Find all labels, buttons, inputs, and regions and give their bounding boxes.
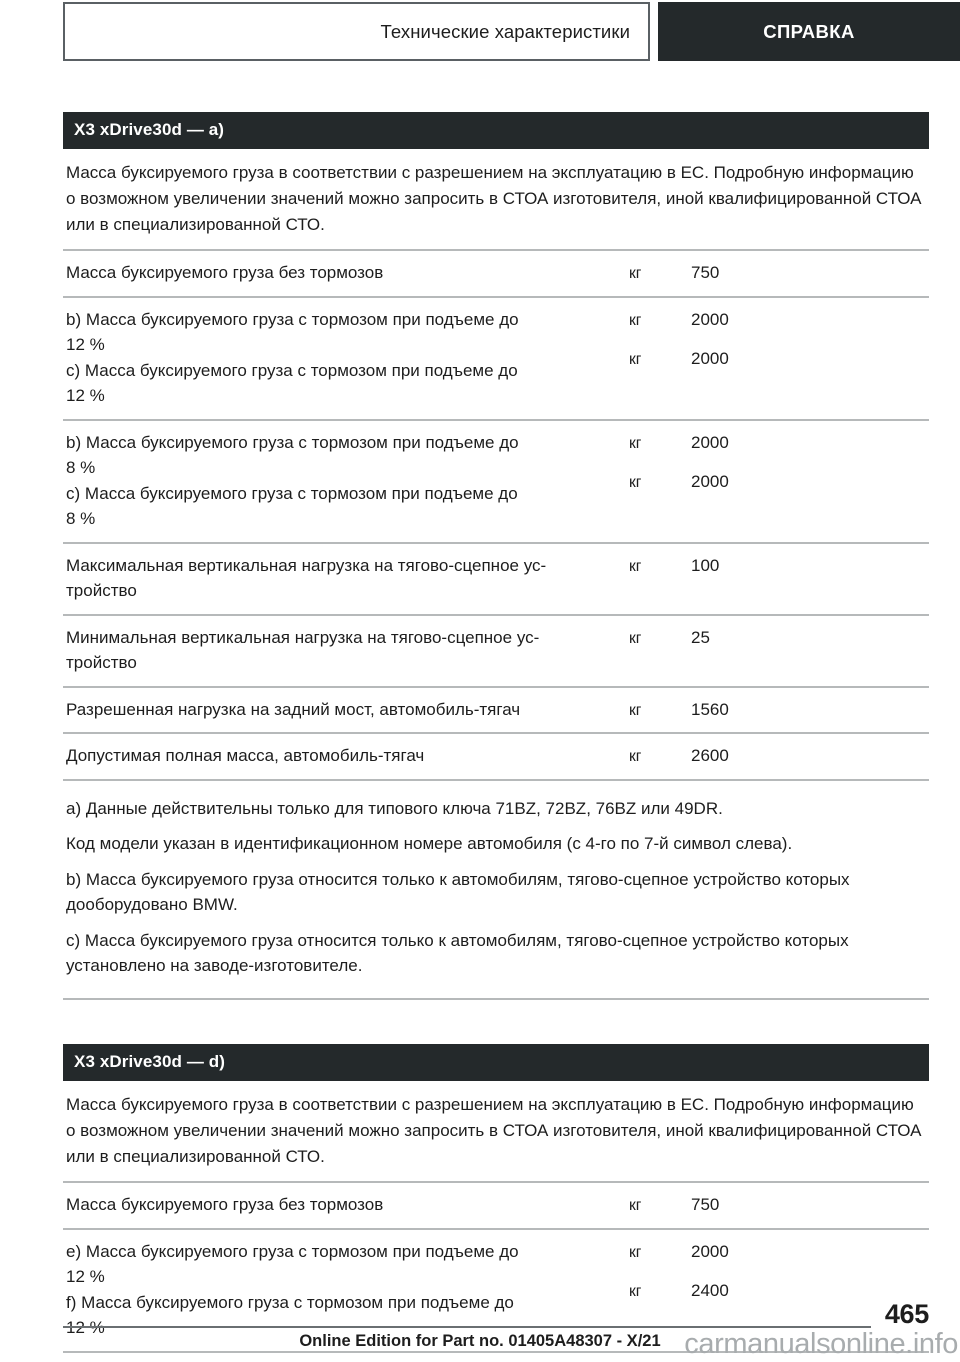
spec-values bbox=[629, 553, 929, 579]
spec-label-line: Минимальная вертикальная нагрузка на тягово-сцепное ус- bbox=[66, 627, 540, 647]
spec-label bbox=[63, 553, 629, 604]
spec-unit: кг bbox=[629, 1243, 642, 1261]
spec-values bbox=[629, 743, 929, 769]
spec-number: 2000 bbox=[691, 472, 729, 492]
spec-label-line: 8 % bbox=[66, 458, 96, 478]
footnote: a) Данные действительны только для типового ключа 71BZ, 72BZ, 76BZ или 49DR. bbox=[66, 798, 723, 818]
spec-label bbox=[63, 307, 629, 409]
spec-label-line: f) Масса буксируемого груза с тормозом при подъеме до bbox=[66, 1292, 514, 1312]
spec-number: 2600 bbox=[691, 746, 729, 766]
footnote-list bbox=[63, 779, 929, 1000]
spec-unit: кг bbox=[629, 1283, 642, 1301]
section-title: СПРАВКА bbox=[763, 20, 855, 42]
spec-row bbox=[63, 686, 929, 733]
spec-row bbox=[63, 296, 929, 419]
footnote: c) Масса буксируемого груза относится только к автомобилям, тягово-сцепное устройство которых установлено на заводе-изготовителе. bbox=[66, 930, 849, 976]
spec-value-pair bbox=[629, 743, 929, 769]
spec-label-line: e) Масса буксируемого груза с тормозом при подъеме до bbox=[66, 1241, 519, 1261]
spec-value-pair bbox=[629, 430, 929, 456]
spec-unit: кг bbox=[629, 434, 642, 452]
spec-label-line: b) Масса буксируемого груза с тормозом при подъеме до bbox=[66, 309, 519, 329]
spec-number: 1560 bbox=[691, 699, 729, 719]
spec-values bbox=[629, 697, 929, 723]
spec-label-line: 12 % bbox=[66, 335, 105, 355]
spec-number: 100 bbox=[691, 555, 720, 575]
spec-label-line: Масса буксируемого груза без тормозов bbox=[66, 1195, 384, 1215]
spec-label-line: Допустимая полная масса, автомобиль-тягач bbox=[66, 746, 425, 766]
spec-row bbox=[63, 419, 929, 542]
page-footer bbox=[0, 1286, 960, 1362]
spec-values bbox=[629, 1192, 929, 1218]
spec-number: 2000 bbox=[691, 349, 729, 369]
spec-value-pair bbox=[629, 553, 929, 579]
spec-value-pair bbox=[629, 469, 929, 495]
spec-label-line: Разрешенная нагрузка на задний мост, автомобиль-тягач bbox=[66, 699, 521, 719]
spec-row bbox=[63, 542, 929, 614]
spec-label-line: Максимальная вертикальная нагрузка на тягово-сцепное ус- bbox=[66, 555, 547, 575]
spec-value-pair bbox=[629, 1192, 929, 1218]
chapter-header-box bbox=[63, 2, 650, 61]
spec-label bbox=[63, 1192, 629, 1218]
spec-unit: кг bbox=[629, 629, 642, 647]
spec-values bbox=[629, 430, 929, 495]
spec-row bbox=[63, 1181, 929, 1228]
spec-label-line: c) Масса буксируемого груза с тормозом при подъеме до bbox=[66, 483, 518, 503]
spec-value-pair bbox=[629, 346, 929, 372]
spec-block-intro: Масса буксируемого груза в соответствии с разрешением на эксплуатацию в ЕС. Подробную информацию о возможном увеличении значений можно запросить в СТОА изготовителя, иной квалифицированной СТОА или в специализированной СТО. bbox=[66, 1094, 922, 1166]
footnote: Код модели указан в идентификационном номере автомобиля (с 4-го по 7-й символ слева). bbox=[66, 834, 793, 854]
spec-number: 2000 bbox=[691, 309, 729, 329]
spec-value-pair bbox=[629, 697, 929, 723]
spec-unit: кг bbox=[629, 1197, 642, 1215]
page-header bbox=[0, 0, 960, 63]
spec-block-title: X3 xDrive30d — a) bbox=[63, 112, 929, 149]
spec-block-title: X3 xDrive30d — d) bbox=[63, 1044, 929, 1081]
page-number: 465 bbox=[884, 1299, 929, 1329]
spec-value-pair bbox=[629, 1239, 929, 1265]
spec-unit: кг bbox=[629, 701, 642, 719]
spec-unit: кг bbox=[629, 351, 642, 369]
spec-label-line: тройство bbox=[66, 653, 137, 673]
site-watermark: carmanualsonline.info bbox=[684, 1328, 958, 1360]
spec-label bbox=[63, 697, 629, 723]
footnote: b) Масса буксируемого груза относится только к автомобилям, тягово-сцепное устройство которых дооборудовано BMW. bbox=[66, 869, 850, 915]
page-content bbox=[63, 112, 929, 1353]
spec-values bbox=[629, 260, 929, 286]
spec-label-line: b) Масса буксируемого груза с тормозом при подъеме до bbox=[66, 432, 519, 452]
spec-number: 25 bbox=[691, 627, 710, 647]
spec-value-pair bbox=[629, 260, 929, 286]
spec-unit: кг bbox=[629, 748, 642, 766]
spec-label-line: 12 % bbox=[66, 1267, 105, 1287]
spec-value-pair bbox=[629, 307, 929, 333]
spec-label bbox=[63, 430, 629, 532]
spec-number: 2000 bbox=[691, 432, 729, 452]
spec-label bbox=[63, 625, 629, 676]
spec-unit: кг bbox=[629, 557, 642, 575]
spec-label bbox=[63, 743, 629, 769]
spec-unit: кг bbox=[629, 265, 642, 283]
spec-label-line: Масса буксируемого груза без тормозов bbox=[66, 263, 384, 283]
spec-number: 2400 bbox=[691, 1281, 729, 1301]
spec-number: 2000 bbox=[691, 1241, 729, 1261]
edition-notice: Online Edition for Part no. 01405A48307 - X/21 bbox=[299, 1332, 661, 1350]
spec-label-line: тройство bbox=[66, 581, 137, 601]
spec-unit: кг bbox=[629, 311, 642, 329]
spec-block bbox=[63, 112, 929, 1000]
spec-label-line: 12 % bbox=[66, 386, 105, 406]
spec-label bbox=[63, 260, 629, 286]
spec-label-line: 8 % bbox=[66, 509, 96, 529]
spec-values bbox=[629, 625, 929, 651]
spec-values bbox=[629, 307, 929, 372]
spec-row bbox=[63, 732, 929, 779]
spec-row bbox=[63, 614, 929, 686]
section-header-box bbox=[658, 2, 960, 61]
chapter-title: Технические характеристики bbox=[380, 20, 630, 42]
spec-number: 750 bbox=[691, 1195, 720, 1215]
spec-row bbox=[63, 249, 929, 296]
spec-label-line: c) Масса буксируемого груза с тормозом при подъеме до bbox=[66, 360, 518, 380]
spec-block-intro: Масса буксируемого груза в соответствии с разрешением на эксплуатацию в ЕС. Подробную информацию о возможном увеличении значений можно запросить в СТОА изготовителя, иной квалифицированной СТОА или в специализированной СТО. bbox=[66, 163, 922, 234]
spec-value-pair bbox=[629, 625, 929, 651]
spec-number: 750 bbox=[691, 263, 720, 283]
spec-unit: кг bbox=[629, 474, 642, 492]
